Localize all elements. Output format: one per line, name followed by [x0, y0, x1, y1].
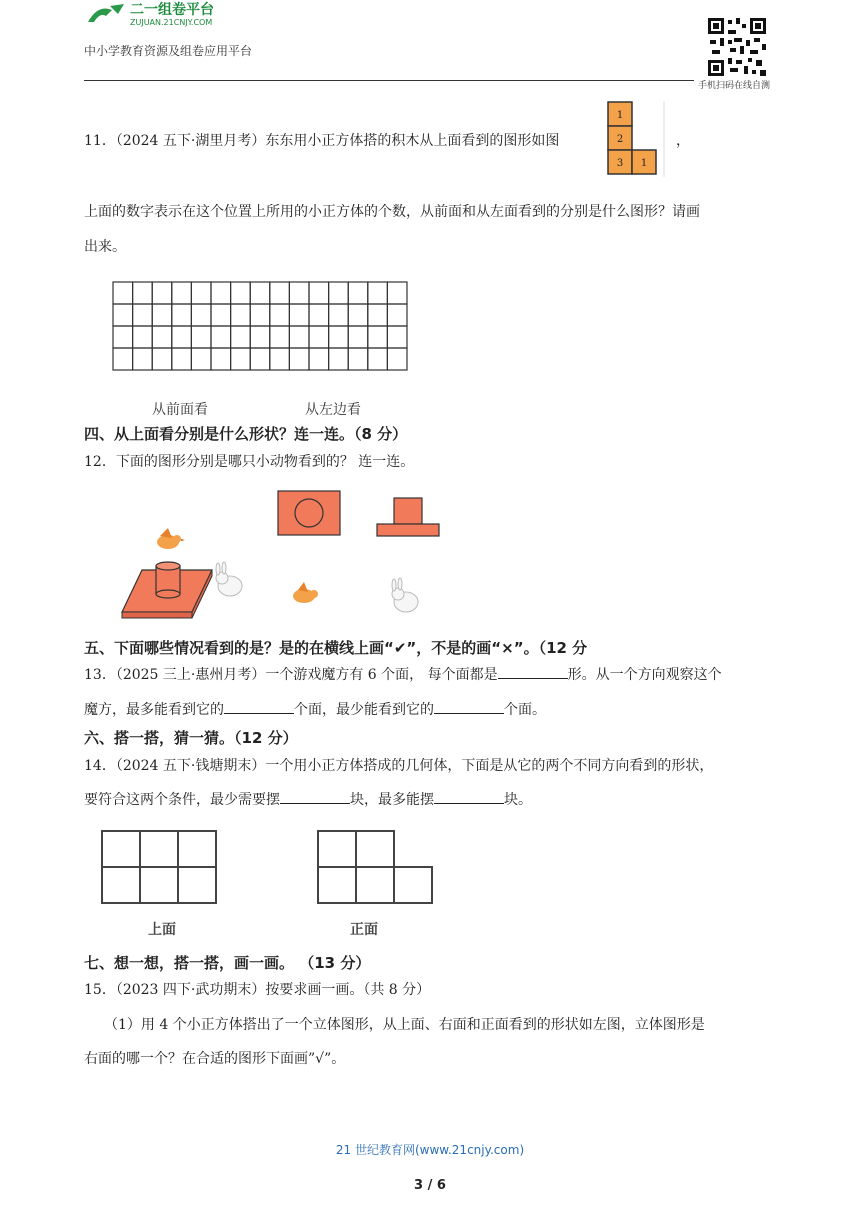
grid-cell — [172, 326, 192, 348]
q13-line1 — [84, 663, 722, 687]
grid-cell — [231, 304, 251, 326]
section-6-title: 六、搭一搭，猜一猜。（12 分） — [84, 729, 298, 747]
q13-text-b: 形。从一个方向观察这个 — [567, 667, 722, 683]
answer-blank[interactable] — [434, 789, 504, 804]
grid-cell — [152, 304, 172, 326]
grid-cell — [250, 304, 270, 326]
grid-cell — [368, 282, 388, 304]
grid-cell — [211, 304, 231, 326]
grid-cell — [231, 326, 251, 348]
rabbit-icon — [216, 562, 242, 596]
grid-cell — [348, 348, 368, 370]
q13-text-c: 魔方，最多能看到它的 — [84, 702, 224, 718]
grid-cell — [329, 282, 349, 304]
bird-icon — [157, 528, 185, 549]
q13-text-d: 个面，最少能看到它的 — [294, 702, 434, 718]
caption-front-view-14: 正面 — [350, 922, 378, 938]
header-divider — [84, 80, 694, 81]
grid-cell — [231, 282, 251, 304]
footer-source-link[interactable]: 21 世纪教育网(www.21cnjy.com) — [335, 1143, 525, 1157]
grid-cell — [387, 348, 407, 370]
q15-1-line2: 右面的哪一个？在合适的图形下面画”√”。 — [84, 1051, 346, 1067]
grid-cell — [133, 304, 153, 326]
grid-cell — [368, 304, 388, 326]
q15-1-line1: （1）用 4 个小正方体搭出了一个立体图形，从上面、右面和正面看到的形状如左图，立体图形是 — [104, 1017, 705, 1033]
q14-text-d: 块。 — [504, 792, 532, 808]
header-subtitle: 中小学教育资源及组卷应用平台 — [84, 44, 253, 58]
grid-cell — [289, 282, 309, 304]
q14-line2 — [84, 788, 532, 812]
grid-cell — [289, 348, 309, 370]
grid-cell — [211, 282, 231, 304]
q12-text: 12．下面的图形分别是哪只小动物看到的？ 连一连。 — [84, 454, 415, 470]
section-7-title: 七、想一想，搭一搭，画一画。 （13 分） — [84, 954, 371, 972]
grid-cell — [191, 282, 211, 304]
q14-line1: 14．（2024 五下·钱塘期末）一个用小正方体搭成的几何体，下面是从它的两个不同方向看到的形状， — [84, 758, 714, 774]
grid-cell — [309, 282, 329, 304]
qr-caption: 手机扫码在线自测 — [698, 81, 771, 91]
grid-cell — [152, 348, 172, 370]
q11-line1-tail: ， — [676, 133, 690, 149]
grid-cell — [250, 282, 270, 304]
grid-cell — [348, 282, 368, 304]
bird-icon — [293, 582, 318, 603]
fig-num: 1 — [640, 158, 648, 169]
grid-cell — [152, 326, 172, 348]
q12-figure — [104, 484, 454, 628]
answer-blank[interactable] — [280, 789, 350, 804]
grid-cell — [368, 326, 388, 348]
grid-cell — [191, 304, 211, 326]
answer-blank[interactable] — [434, 699, 504, 714]
grid-cell — [270, 304, 290, 326]
q11-figure — [607, 101, 665, 181]
grid-cell — [289, 326, 309, 348]
grid-cell — [387, 326, 407, 348]
q14-text-c: 块，最多能摆 — [350, 792, 434, 808]
grid-cell — [133, 282, 153, 304]
grid-cell — [270, 282, 290, 304]
grid-cell — [133, 326, 153, 348]
section-4-title: 四、从上面看分别是什么形状？连一连。（8 分） — [84, 425, 408, 443]
caption-front-view: 从前面看 — [152, 402, 208, 418]
grid-cell — [172, 304, 192, 326]
fig-num: 1 — [616, 110, 624, 121]
grid-cell — [231, 348, 251, 370]
grid-cell — [250, 348, 270, 370]
grid-cell — [250, 326, 270, 348]
grid-cell — [270, 348, 290, 370]
grid-cell — [133, 348, 153, 370]
grid-cell — [329, 348, 349, 370]
grid-cell — [152, 282, 172, 304]
q13-text-a: 13．（2025 三上·惠州月考）一个游戏魔方有 6 个面， 每个面都是 — [84, 667, 498, 683]
grid-cell — [329, 304, 349, 326]
q13-line2 — [84, 698, 546, 722]
grid-cell — [113, 348, 133, 370]
q15-text: 15．（2023 四下·武功期末）按要求画一画。（共 8 分） — [84, 982, 431, 998]
grid-cell — [172, 348, 192, 370]
site-logo — [84, 0, 274, 28]
grid-cell — [191, 348, 211, 370]
grid-cell — [309, 348, 329, 370]
top-view-figure — [100, 829, 220, 913]
grid-cell — [113, 304, 133, 326]
grid-cell — [113, 282, 133, 304]
grid-cell — [348, 326, 368, 348]
rabbit-icon — [392, 578, 418, 612]
q11-line1: 11．（2024 五下·湖里月考）东东用小正方体搭的积木从上面看到的图形如图 — [84, 133, 560, 149]
answer-blank[interactable] — [498, 664, 568, 679]
q14-text-b: 要符合这两个条件，最少需要摆 — [84, 792, 280, 808]
logo-text: 二一组卷平台 — [130, 2, 214, 18]
page-number: 3 / 6 — [414, 1178, 446, 1193]
caption-top-view: 上面 — [148, 922, 176, 938]
grid-cell — [211, 326, 231, 348]
grid-cell — [309, 304, 329, 326]
section-5-title: 五、下面哪些情况看到的是？是的在横线上画“✔”，不是的画“×”。（12 分 — [84, 639, 588, 657]
fig-num: 3 — [616, 158, 624, 169]
view-t-shape — [394, 498, 422, 524]
grid-cell — [387, 304, 407, 326]
caption-left-view: 从左边看 — [305, 402, 361, 418]
answer-blank[interactable] — [224, 699, 294, 714]
qr-code-icon[interactable] — [706, 16, 768, 78]
front-view-figure — [316, 829, 436, 913]
drawing-grid[interactable] — [112, 281, 410, 377]
grid-cell — [113, 326, 133, 348]
grid-cell — [270, 326, 290, 348]
q11-line2: 上面的数字表示在这个位置上所用的小正方体的个数，从前面和从左面看到的分别是什么图形？请画 — [84, 204, 700, 220]
q13-text-e: 个面。 — [504, 702, 546, 718]
grid-cell — [348, 304, 368, 326]
grid-cell — [309, 326, 329, 348]
grid-cell — [329, 326, 349, 348]
logo-url: ZUJUAN.21CNJY.COM — [130, 18, 213, 27]
grid-cell — [172, 282, 192, 304]
grid-cell — [191, 326, 211, 348]
grid-cell — [368, 348, 388, 370]
grid-cell — [289, 304, 309, 326]
q11-line3: 出来。 — [84, 239, 126, 255]
grid-cell — [387, 282, 407, 304]
grid-cell — [211, 348, 231, 370]
fig-num: 2 — [616, 134, 624, 145]
